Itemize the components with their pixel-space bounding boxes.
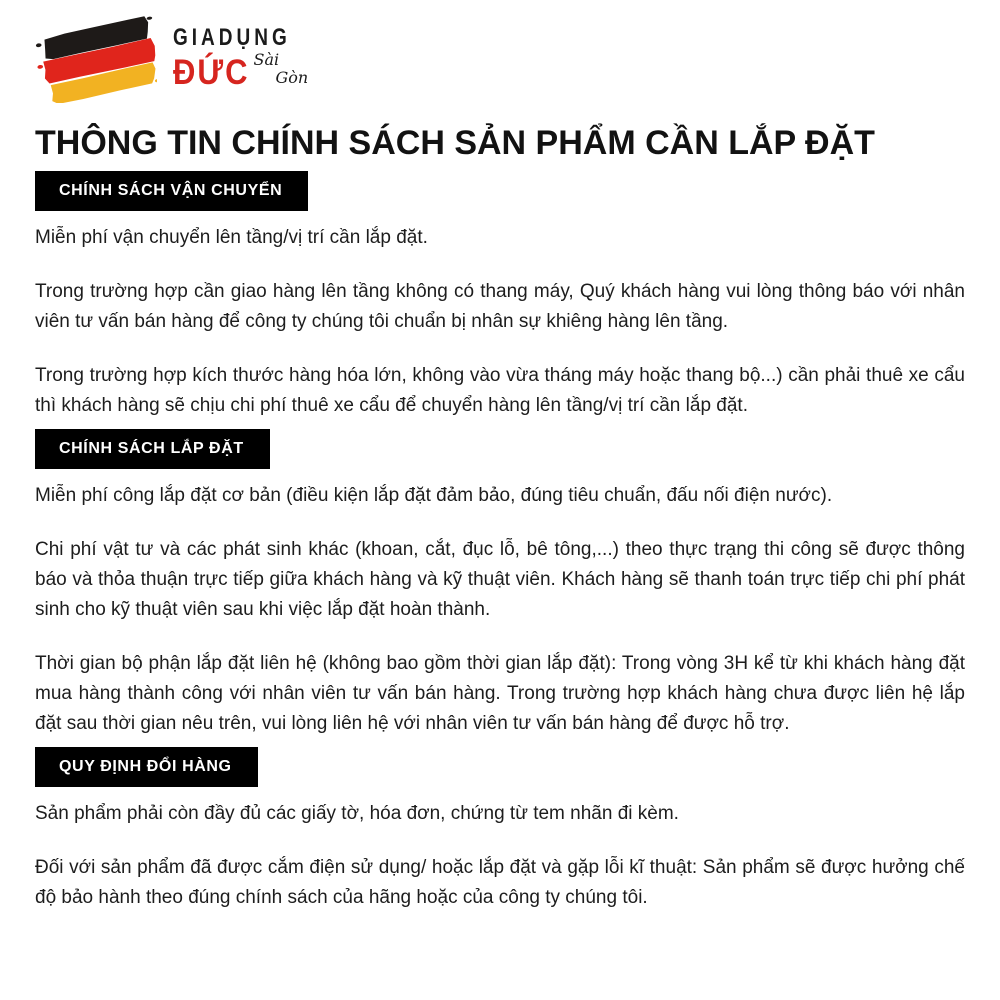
brand-logo (35, 15, 965, 107)
paragraph: Trong trường hợp kích thước hàng hóa lớn, không vào vừa tháng máy hoặc thang bộ...) cần phải thuê xe cẩu thì khách hàng sẽ chịu chi phí thuê xe cẩu để chuyển hàng lên tầng/vị trí cần lắp đặt. (35, 365, 965, 416)
section-installation-policy (35, 421, 965, 739)
section-heading-installation: CHÍNH SÁCH LẮP ĐẶT (35, 429, 270, 469)
brand-script-line2: Gòn (275, 68, 309, 87)
paragraph: Miễn phí công lắp đặt cơ bản (điều kiện lắp đặt đảm bảo, đúng tiêu chuẩn, đấu nối điện nước). (35, 485, 833, 506)
brand-wordmark (173, 15, 309, 92)
section-exchange-rules (35, 739, 965, 913)
paragraph: Thời gian bộ phận lắp đặt liên hệ (không bao gồm thời gian lắp đặt): Trong vòng 3H kể từ khi khách hàng đặt mua hàng thành công với nhân viên tư vấn bán hàng. Trong trường hợp khách hàng chưa được liên hệ lắp đặt sau thời gian nêu trên, vui lòng liên hệ với nhân viên tư vấn bán hàng để được hỗ trợ. (35, 653, 965, 734)
brand-name-top: GIADỤNG (173, 25, 291, 52)
paragraph: Trong trường hợp cần giao hàng lên tầng không có thang máy, Quý khách hàng vui lòng thông báo với nhân viên tư vấn bán hàng để công ty chúng tôi chuẩn bị nhân sự khiêng hàng lên tầng. (35, 281, 965, 332)
brand-name-script (254, 52, 309, 86)
german-flag-brush-icon (35, 15, 157, 103)
paragraph: Chi phí vật tư và các phát sinh khác (khoan, cắt, đục lỗ, bê tông,...) theo thực trạng thi công sẽ được thông báo và thỏa thuận trực tiếp giữa khách hàng và kỹ thuật viên. Khách hàng sẽ thanh toán trực tiếp chi phí phát sinh cho kỹ thuật viên sau khi việc lắp đặt hoàn thành. (35, 539, 965, 620)
brand-name-main: ĐỨC (173, 51, 250, 92)
section-heading-shipping: CHÍNH SÁCH VẬN CHUYỂN (35, 171, 308, 211)
paragraph: Sản phẩm phải còn đầy đủ các giấy tờ, hóa đơn, chứng từ tem nhãn đi kèm. (35, 803, 679, 824)
paragraph: Đối với sản phẩm đã được cắm điện sử dụng/ hoặc lắp đặt và gặp lỗi kĩ thuật: Sản phẩm sẽ được hưởng chế độ bảo hành theo đúng chính sách của hãng hoặc của công ty chúng tôi. (35, 857, 965, 908)
page-title: THÔNG TIN CHÍNH SÁCH SẢN PHẨM CẦN LẮP ĐẶT (35, 124, 875, 162)
brand-script-line1: Sài (253, 50, 280, 69)
paragraph: Miễn phí vận chuyển lên tầng/vị trí cần lắp đặt. (35, 227, 428, 248)
section-heading-exchange: QUY ĐỊNH ĐỔI HÀNG (35, 747, 258, 787)
section-shipping-policy (35, 163, 965, 421)
